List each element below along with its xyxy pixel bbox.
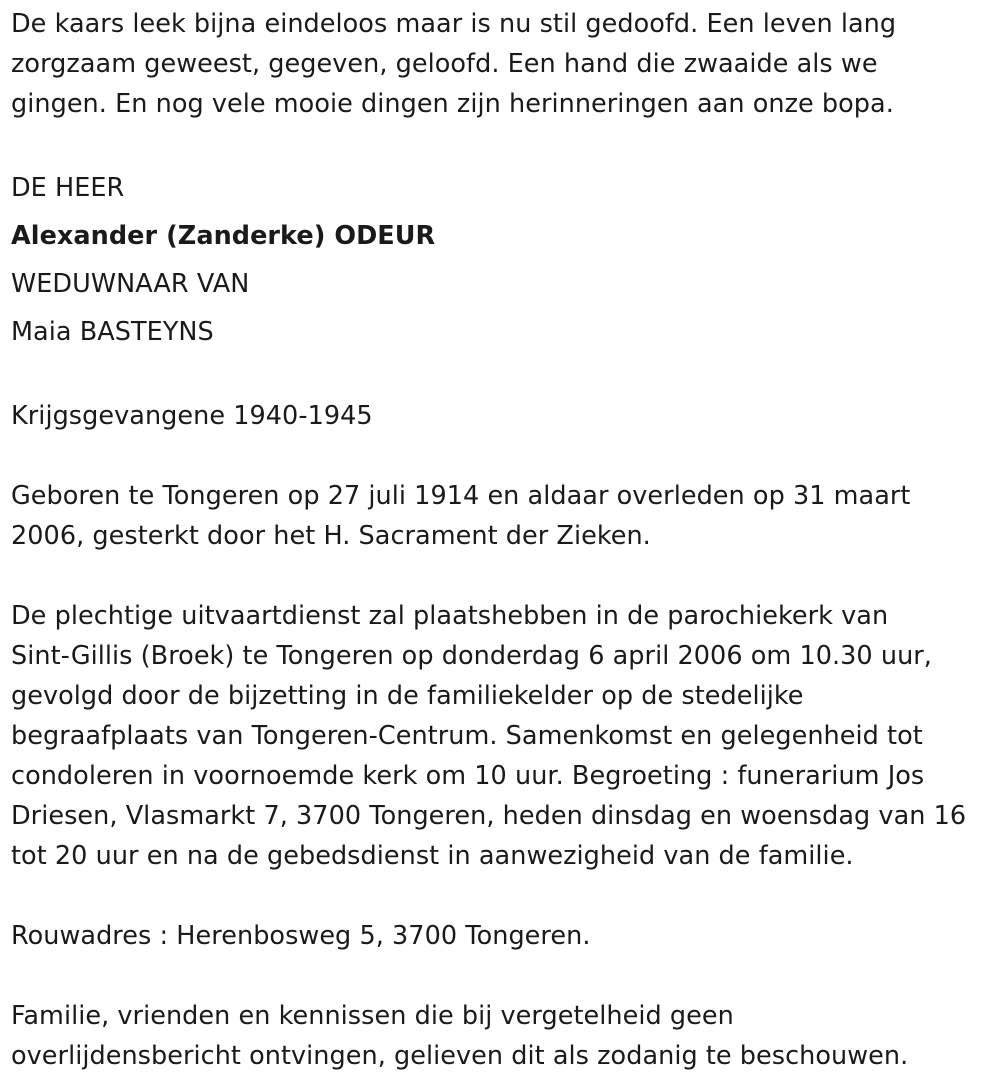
mourning-address — [11, 916, 991, 956]
service-line: tot 20 uur en na de gebedsdienst in aanwezigheid van de familie. — [11, 841, 854, 871]
birth-death-line: 2006, gesterkt door het H. Sacrament der Zieken. — [11, 521, 651, 551]
honorific: DE HEER — [11, 173, 125, 203]
service-line: De plechtige uitvaartdienst zal plaatshebben in de parochiekerk van — [11, 601, 889, 631]
service-line: Sint-Gillis (Broek) te Tongeren op donderdag 6 april 2006 om 10.30 uur, — [11, 641, 932, 671]
obituary-document — [11, 4, 991, 1076]
poem-line: De kaars leek bijna eindeloos maar is nu stil gedoofd. Een leven lang — [11, 9, 897, 39]
memorial-poem — [11, 4, 991, 124]
service-line: Driesen, Vlasmarkt 7, 3700 Tongeren, heden dinsdag en woensdag van 16 — [11, 801, 967, 831]
war-note — [11, 396, 991, 436]
closing-line: overlijdensbericht ontvingen, gelieven dit als zodanig te beschouwen. — [11, 1041, 909, 1071]
deceased-name: Alexander (Zanderke) ODEUR — [11, 221, 436, 251]
poem-line: gingen. En nog vele mooie dingen zijn herinneringen aan onze bopa. — [11, 89, 894, 119]
spouse-name: Maia BASTEYNS — [11, 317, 214, 347]
closing-paragraph — [11, 996, 991, 1076]
service-line: condoleren in voornoemde kerk om 10 uur. Begroeting : funerarium Jos — [11, 761, 925, 791]
poem-line: zorgzaam geweest, gegeven, geloofd. Een hand die zwaaide als we — [11, 49, 878, 79]
birth-death-paragraph — [11, 476, 991, 556]
war-note-text: Krijgsgevangene 1940-1945 — [11, 401, 373, 431]
mourning-address-text: Rouwadres : Herenbosweg 5, 3700 Tongeren. — [11, 921, 591, 951]
funeral-service-paragraph — [11, 596, 991, 876]
service-line: begraafplaats van Tongeren-Centrum. Samenkomst en gelegenheid tot — [11, 721, 923, 751]
service-line: gevolgd door de bijzetting in de familiekelder op de stedelijke — [11, 681, 804, 711]
closing-line: Familie, vrienden en kennissen die bij vergetelheid geen — [11, 1001, 734, 1031]
relation-label: WEDUWNAAR VAN — [11, 269, 250, 299]
birth-death-line: Geboren te Tongeren op 27 juli 1914 en aldaar overleden op 31 maart — [11, 481, 911, 511]
deceased-title-block — [11, 164, 991, 356]
